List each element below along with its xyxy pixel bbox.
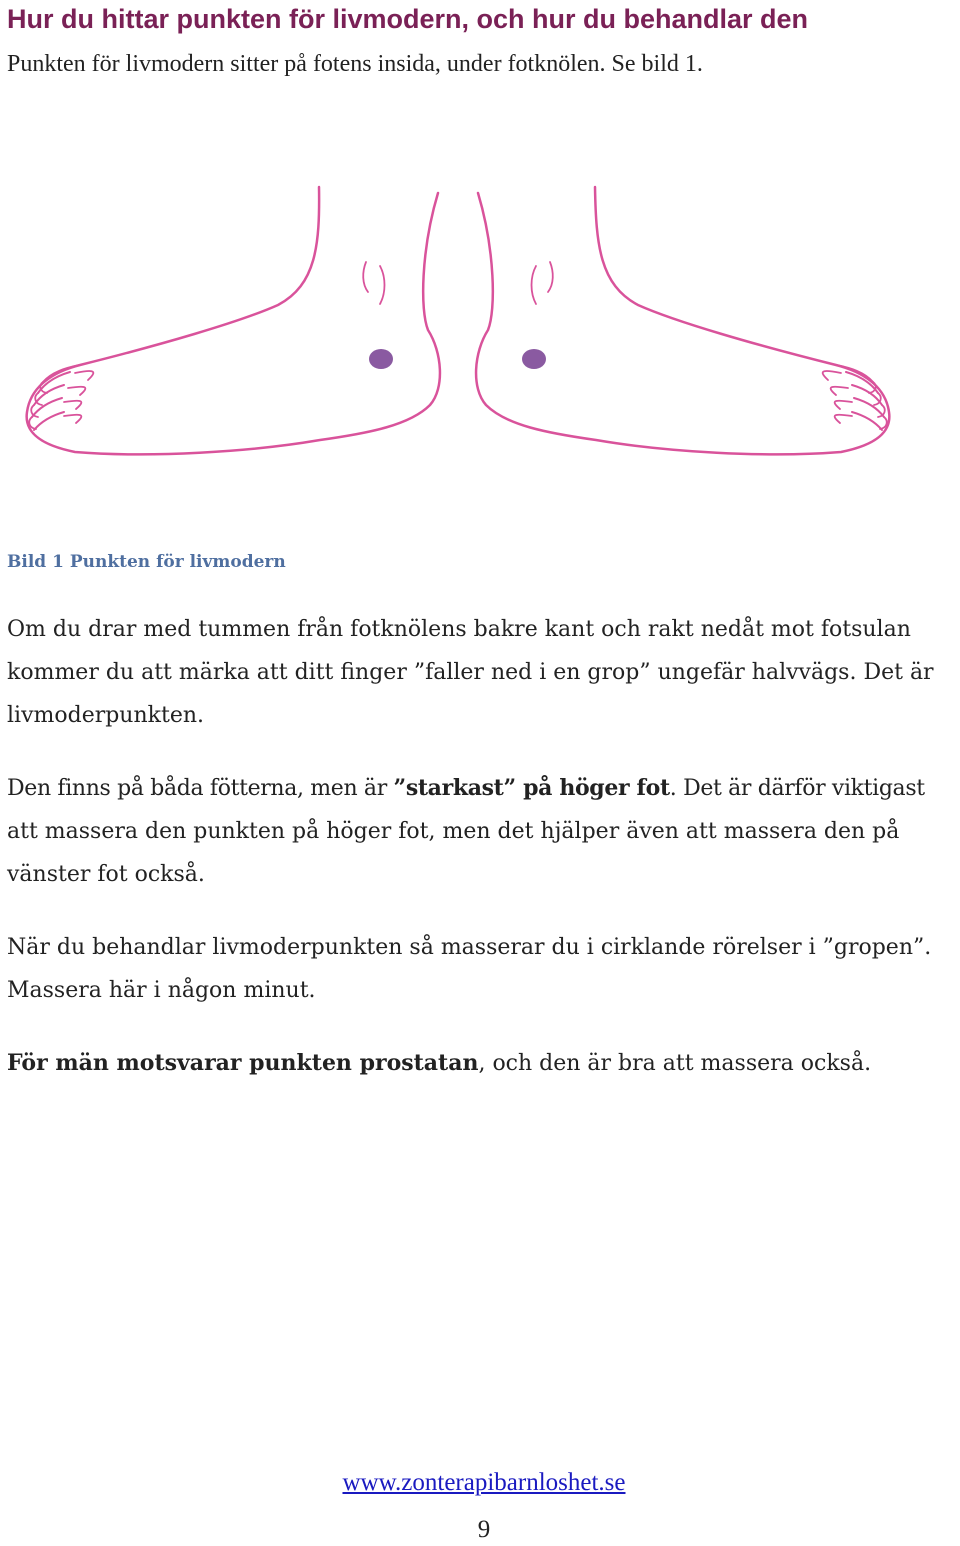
paragraph-2-rest: att massera den punkten på höger fot, men det hjälper även att massera den på vänster fot också. [7, 819, 900, 887]
paragraph-2-line-1 [7, 767, 957, 810]
page-heading: Hur du hittar punkten för livmodern, och hur du behandlar den [7, 4, 809, 34]
paragraph-1: Om du drar med tummen från fotknölens bakre kant och rakt nedåt mot fotsulan kommer du att märka att ditt finger ”faller ned i en grop” ungefär halvvägs. Det är livmoderpunkten. [7, 617, 934, 728]
intro-text: Punkten för livmodern sitter på fotens insida, under fotknölen. Se bild 1. [7, 51, 703, 77]
left-uterus-point [369, 349, 393, 369]
paragraph-2 [7, 767, 957, 896]
right-uterus-point [522, 349, 546, 369]
website-link[interactable]: www.zonterapibarnloshet.se [342, 1469, 626, 1496]
paragraph-2-emphasis: ”starkast” på höger fot [393, 775, 670, 801]
paragraph-2-text-cont: . Det är därför viktigast [669, 776, 925, 801]
left-foot [27, 187, 440, 454]
paragraph-4 [7, 1042, 957, 1085]
paragraph-3: När du behandlar livmoderpunkten så masserar du i cirklande rörelser i ”gropen”. Massera här i någon minut. [7, 935, 932, 1003]
figure-caption: Bild 1 Punkten för livmodern [7, 552, 286, 572]
right-foot [476, 187, 889, 454]
paragraph-4-text: , och den är bra att massera också. [478, 1051, 872, 1076]
paragraph-2-text: Den finns på båda fötterna, men är [7, 776, 394, 801]
feet-illustration [0, 170, 960, 470]
page-number: 9 [477, 1516, 491, 1543]
paragraph-4-emphasis: För män motsvarar punkten prostatan [7, 1050, 479, 1076]
